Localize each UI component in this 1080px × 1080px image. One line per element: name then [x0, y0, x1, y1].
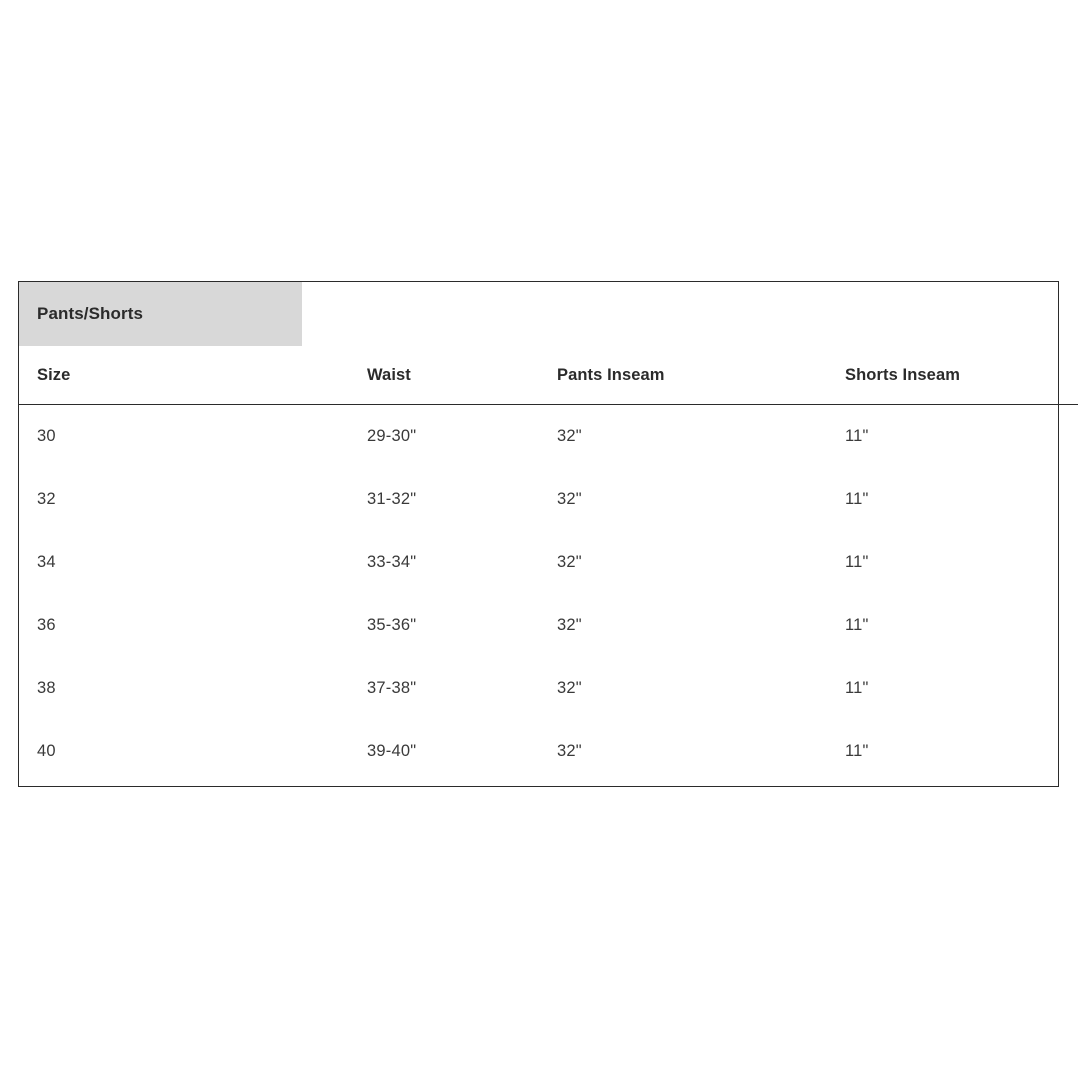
- cell-waist: 29-30": [367, 427, 417, 445]
- size-chart: [18, 281, 1059, 787]
- cell-shorts-inseam: 11": [845, 553, 869, 571]
- cell-waist: 35-36": [367, 616, 417, 634]
- table-row: [19, 468, 1078, 531]
- cell-size: 30: [37, 427, 56, 445]
- table-row: [19, 531, 1078, 594]
- cell-size: 32: [37, 490, 56, 508]
- cell-shorts-inseam: 11": [845, 490, 869, 508]
- cell-waist: 33-34": [367, 553, 417, 571]
- column-header-waist: Waist: [367, 346, 557, 405]
- table-row: [19, 720, 1078, 783]
- cell-pants-inseam: 32": [557, 679, 582, 697]
- table-head: [19, 346, 1078, 405]
- cell-shorts-inseam: 11": [845, 679, 869, 697]
- cell-waist: 37-38": [367, 679, 417, 697]
- cell-size: 36: [37, 616, 56, 634]
- cell-shorts-inseam: 11": [845, 616, 869, 634]
- cell-size: 38: [37, 679, 56, 697]
- chart-category-header: [19, 282, 302, 346]
- table-row: [19, 657, 1078, 720]
- column-header-size: Size: [19, 346, 367, 405]
- cell-pants-inseam: 32": [557, 616, 582, 634]
- column-header-shorts-inseam: Shorts Inseam: [845, 346, 1078, 405]
- cell-waist: 39-40": [367, 742, 417, 760]
- cell-size: 40: [37, 742, 56, 760]
- cell-waist: 31-32": [367, 490, 417, 508]
- cell-pants-inseam: 32": [557, 427, 582, 445]
- cell-size: 34: [37, 553, 56, 571]
- cell-shorts-inseam: 11": [845, 427, 869, 445]
- table-header-row: [19, 346, 1078, 405]
- chart-title-row: [19, 282, 1058, 346]
- cell-pants-inseam: 32": [557, 553, 582, 571]
- table-row: [19, 405, 1078, 469]
- size-table: [19, 346, 1078, 783]
- table-row: [19, 594, 1078, 657]
- chart-category-label: Pants/Shorts: [37, 304, 144, 323]
- cell-shorts-inseam: 11": [845, 742, 869, 760]
- cell-pants-inseam: 32": [557, 742, 582, 760]
- cell-pants-inseam: 32": [557, 490, 582, 508]
- column-header-pants-inseam: Pants Inseam: [557, 346, 845, 405]
- table-body: [19, 405, 1078, 784]
